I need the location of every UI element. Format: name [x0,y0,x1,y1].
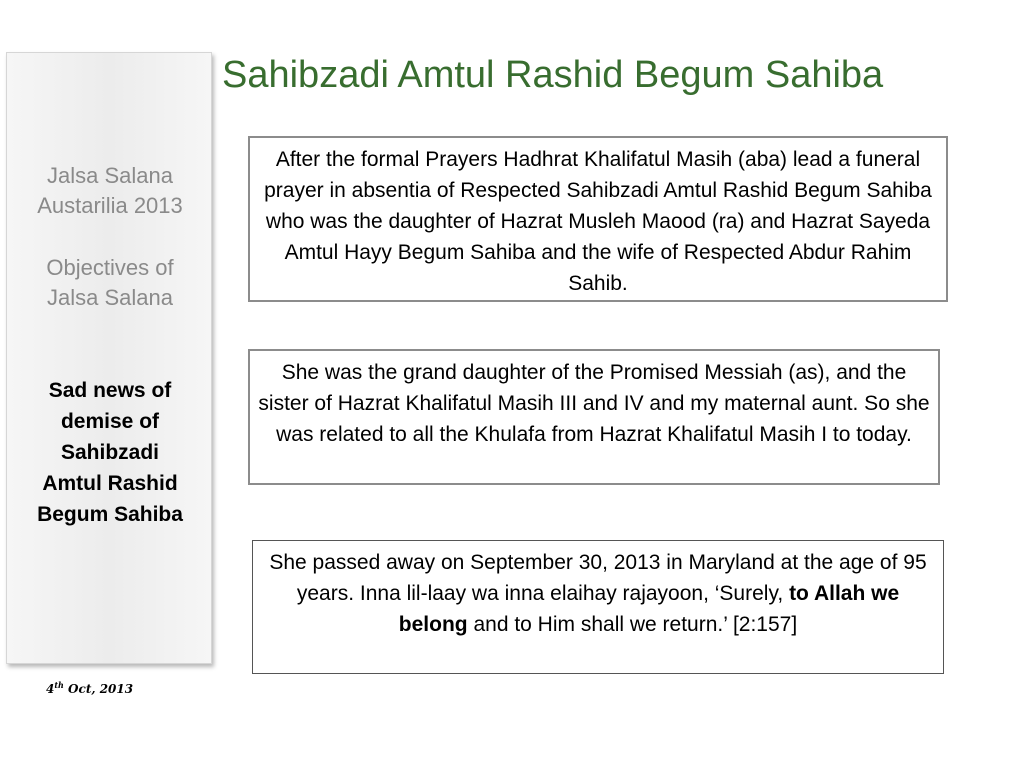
text-box-funeral-prayer [248,136,948,302]
text-box-content: She was the grand daughter of the Promised Messiah (as), and the sister of Hazrat Khalifatul Masih III and IV and my maternal aunt. So she was related to all the Khulafa from Hazrat Khalifatul Masih I to today. [258,361,930,446]
sidebar-item-sad-news [7,375,213,530]
sidebar-item-line: Sahibzadi [60,441,160,464]
sidebar-item-line: Austarilia 2013 [37,193,183,218]
page-title: Sahibzadi Amtul Rashid Begum Sahiba [222,54,884,96]
slide-date [46,680,133,696]
sidebar-item-line: Begum Sahiba [37,503,183,526]
sidebar-item-line: Jalsa Salana [47,285,173,310]
date-day: 4 [46,682,55,696]
text-box-content: After the formal Prayers Hadhrat Khalifatul Masih (aba) lead a funeral prayer in absentia of Respected Sahibzadi Amtul Rashid Begum Sahiba who was the daughter of Hazrat Musleh Maood (ra) and Hazrat Sayeda Amtul Hayy Begum Sahiba and the wife of Respected Abdur Rahim Sahib. [264,148,932,295]
sidebar-item-line: demise of [60,410,160,433]
text-box-passing [252,540,944,674]
sidebar-panel [6,52,212,664]
sidebar-item-line: Jalsa Salana [47,163,173,188]
sidebar-item-line: Amtul Rashid [42,472,178,495]
text-box-bold-phrase: to Allah we belong [398,582,900,636]
text-box-content: She passed away on September 30, 2013 in Maryland at the age of 95 years. Inna lil-laay wa inna elaihay rajayoon, ‘Surely, [269,551,927,605]
sidebar-item-jalsa-australia [7,161,213,221]
sidebar-item-objectives [7,253,213,313]
sidebar-item-line: Sad news of [48,379,172,402]
text-box-content: and to Him shall we return.’ [2:157] [467,613,798,636]
date-rest: Oct, 2013 [63,682,134,696]
date-suffix: th [54,680,64,690]
text-box-family-relation [248,349,940,485]
sidebar-item-line: Objectives of [46,255,174,280]
